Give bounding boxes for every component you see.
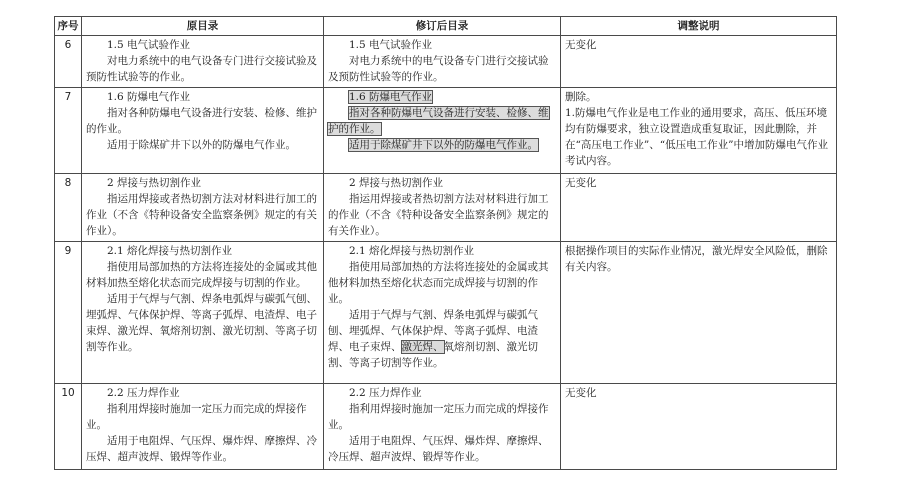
revised-cell: 1.5 电气试验作业 对电力系统中的电气设备专门进行交接试验及预防性试验等的作业。 bbox=[324, 36, 561, 88]
note-cell: 无变化 bbox=[561, 36, 837, 88]
header-revised: 修订后目录 bbox=[324, 17, 561, 36]
original-cell: 2.1 熔化焊接与热切割作业 指使用局部加热的方法将连接处的金属或其他材料加热至熔化状态而完成焊接与切割的作业。 适用于气焊与气割、焊条电弧焊与碳弧气刨、埋弧焊、气体保护焊、等离子弧焊、电渣焊、电子束焊、激光焊、氧熔剂切割、激光切割、等离子切割等作业。 bbox=[82, 242, 324, 384]
revised-cell bbox=[324, 88, 561, 174]
header-note: 调整说明 bbox=[561, 17, 837, 36]
original-cell: 2.2 压力焊作业 指利用焊接时施加一定压力而完成的焊接作业。 适用于电阻焊、气压焊、爆炸焊、摩擦焊、冷压焊、超声波焊、锻焊等作业。 bbox=[82, 384, 324, 470]
original-cell: 1.5 电气试验作业 对电力系统中的电气设备专门进行交接试验及预防性试验等的作业。 bbox=[82, 36, 324, 88]
deleted-highlight: 适用于除煤矿井下以外的防爆电气作业。 bbox=[349, 139, 538, 151]
row-number: 7 bbox=[55, 88, 82, 174]
header-original: 原目录 bbox=[82, 17, 324, 36]
header-no: 序号 bbox=[55, 17, 82, 36]
table-row bbox=[55, 242, 837, 384]
revision-table bbox=[54, 16, 837, 470]
header-row bbox=[55, 17, 837, 36]
table-row bbox=[55, 36, 837, 88]
row-number: 6 bbox=[55, 36, 82, 88]
deleted-highlight: 指对各种防爆电气设备进行安装、检修、维护的作业。 bbox=[328, 107, 549, 135]
table-row bbox=[55, 384, 837, 470]
note-cell: 无变化 bbox=[561, 384, 837, 470]
deleted-highlight: 激光焊、 bbox=[401, 341, 444, 353]
deleted-highlight: 1.6 防爆电气作业 bbox=[349, 91, 433, 103]
row-number: 8 bbox=[55, 174, 82, 242]
revised-cell: 2.2 压力焊作业 指利用焊接时施加一定压力而完成的焊接作业。 适用于电阻焊、气压焊、爆炸焊、摩擦焊、冷压焊、超声波焊、锻焊等作业。 bbox=[324, 384, 561, 470]
table-row bbox=[55, 174, 837, 242]
note-cell: 根据操作项目的实际作业情况，激光焊安全风险低，删除有关内容。 bbox=[561, 242, 837, 384]
original-cell: 2 焊接与热切割作业 指运用焊接或者热切割方法对材料进行加工的作业（不含《特种设备安全监察条例》规定的有关作业）。 bbox=[82, 174, 324, 242]
table-row bbox=[55, 88, 837, 174]
note-cell: 删除。 1.防爆电气作业是电工作业的通用要求，高压、低压环境均有防爆要求，独立设置造成重复取证，因此删除，并在“高压电工作业”、“低压电工作业”中增加防爆电气作业考试内容。 bbox=[561, 88, 837, 174]
row-number: 10 bbox=[55, 384, 82, 470]
row-number: 9 bbox=[55, 242, 82, 384]
note-cell: 无变化 bbox=[561, 174, 837, 242]
revised-cell: 2.1 熔化焊接与热切割作业 指使用局部加热的方法将连接处的金属或其他材料加热至熔化状态而完成焊接与切割的作业。 适用于气焊与气割、焊条电弧焊与碳弧气刨、埋弧焊、气体保护焊、等离子弧焊、电渣焊、电子束焊、激光焊、氧熔剂切割、激光切割、等离子切割等作业。 bbox=[324, 242, 561, 384]
original-cell: 1.6 防爆电气作业 指对各种防爆电气设备进行安装、检修、维护的作业。 适用于除煤矿井下以外的防爆电气作业。 bbox=[82, 88, 324, 174]
revised-cell: 2 焊接与热切割作业 指运用焊接或者热切割方法对材料进行加工的作业（不含《特种设备安全监察条例》规定的有关作业）。 bbox=[324, 174, 561, 242]
